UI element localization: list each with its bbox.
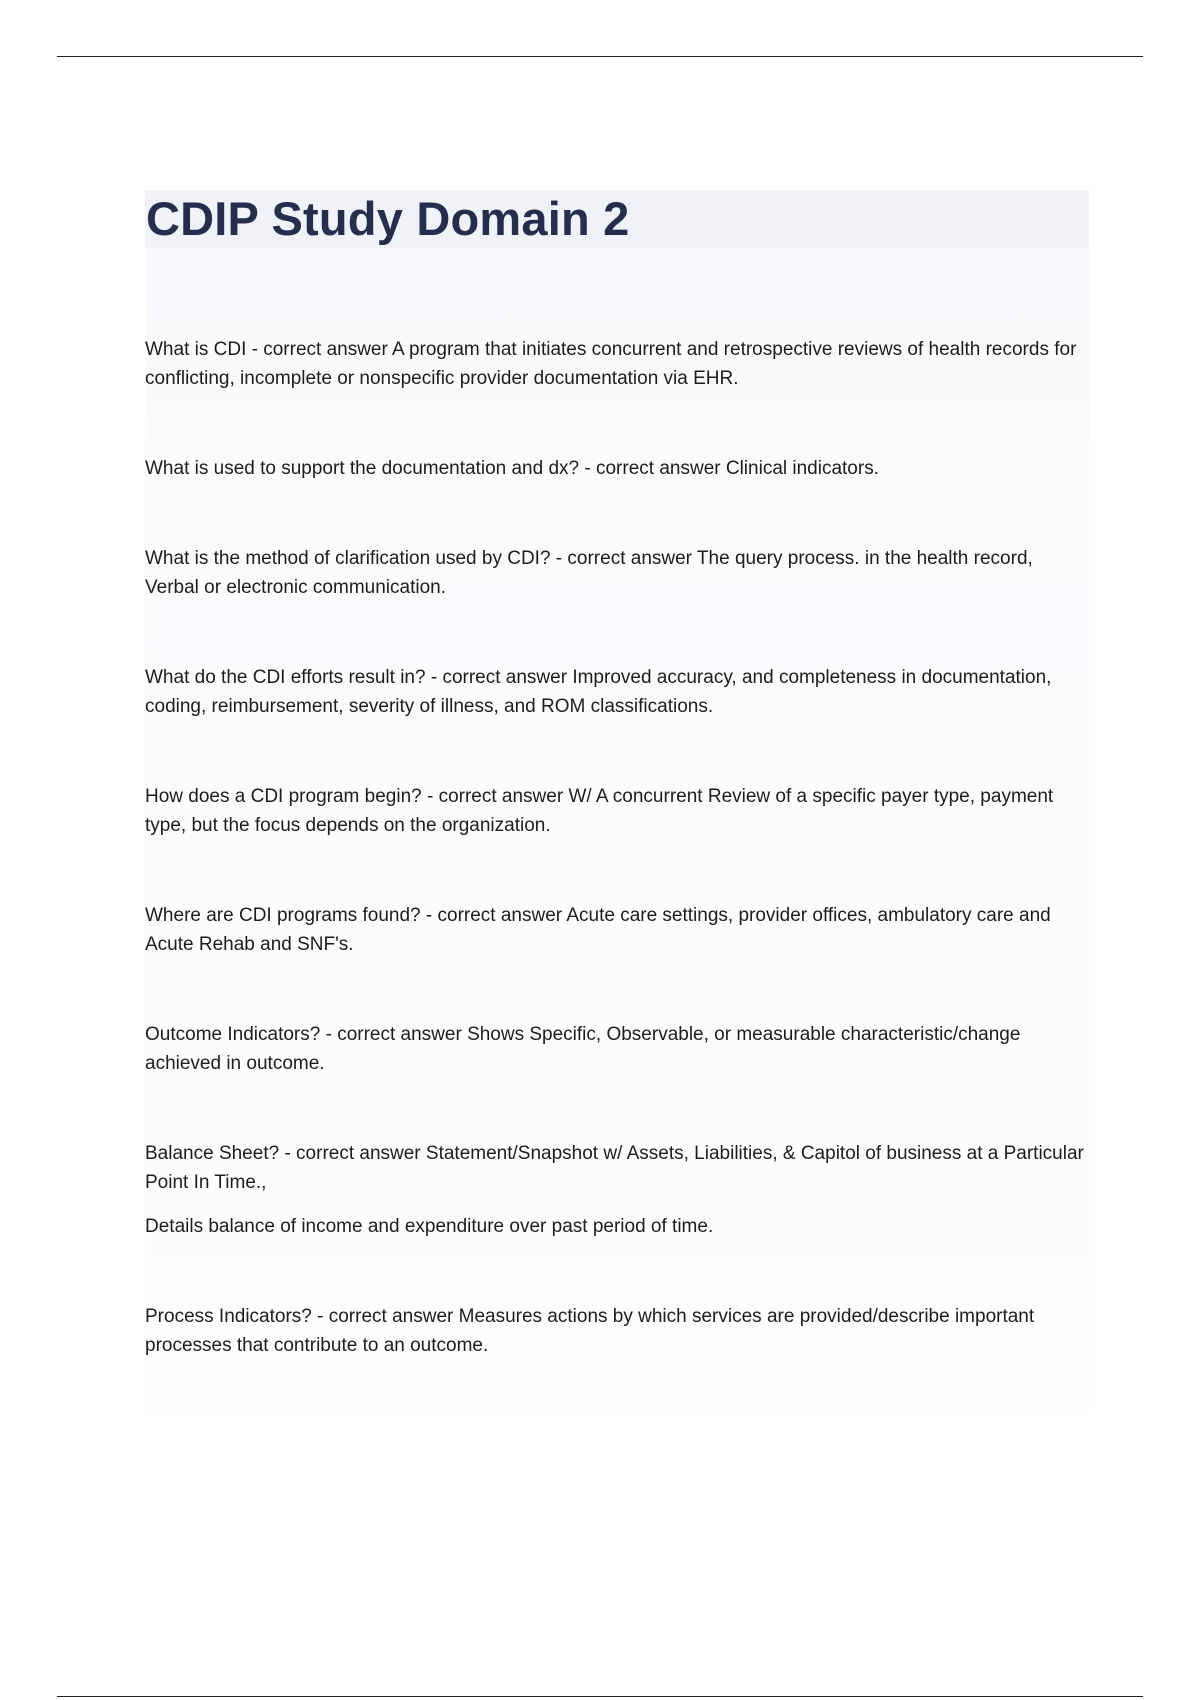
question-answer-list	[145, 335, 1085, 1360]
qa-item-9: Process Indicators? - correct answer Measures actions by which services are provided/describe important processes that contribute to an outcome.	[145, 1306, 1035, 1356]
qa-item-2: What is used to support the documentation and dx? - correct answer Clinical indicators.	[145, 458, 879, 479]
qa-item-7: Outcome Indicators? - correct answer Shows Specific, Observable, or measurable characteristic/change achieved in outcome.	[145, 1024, 1021, 1074]
bottom-divider	[57, 1696, 1143, 1697]
qa-item-8-text: Balance Sheet? - correct answer Statement/Snapshot w/ Assets, Liabilities, & Capitol of business at a Particular Point In Time.,	[145, 1143, 1084, 1193]
qa-item-3: What is the method of clarification used by CDI? - correct answer The query process. in the health record, Verbal or electronic communication.	[145, 548, 1033, 598]
qa-item-4: What do the CDI efforts result in? - correct answer Improved accuracy, and completeness in documentation, coding, reimbursement, severity of illness, and ROM classifications.	[145, 667, 1052, 717]
qa-item-5: How does a CDI program begin? - correct answer W/ A concurrent Review of a specific payer type, payment type, but the focus depends on the organization.	[145, 786, 1054, 836]
qa-item-6: Where are CDI programs found? - correct answer Acute care settings, provider offices, ambulatory care and Acute Rehab and SNF's.	[145, 905, 1051, 955]
page-title: CDIP Study Domain 2	[146, 192, 630, 245]
qa-item-8-extra: Details balance of income and expenditure over past period of time.	[145, 1216, 714, 1237]
top-divider	[57, 56, 1143, 57]
qa-item-1: What is CDI - correct answer A program that initiates concurrent and retrospective reviews of health records for conflicting, incomplete or nonspecific provider documentation via EHR.	[145, 339, 1077, 389]
qa-item-8	[145, 1139, 1085, 1241]
